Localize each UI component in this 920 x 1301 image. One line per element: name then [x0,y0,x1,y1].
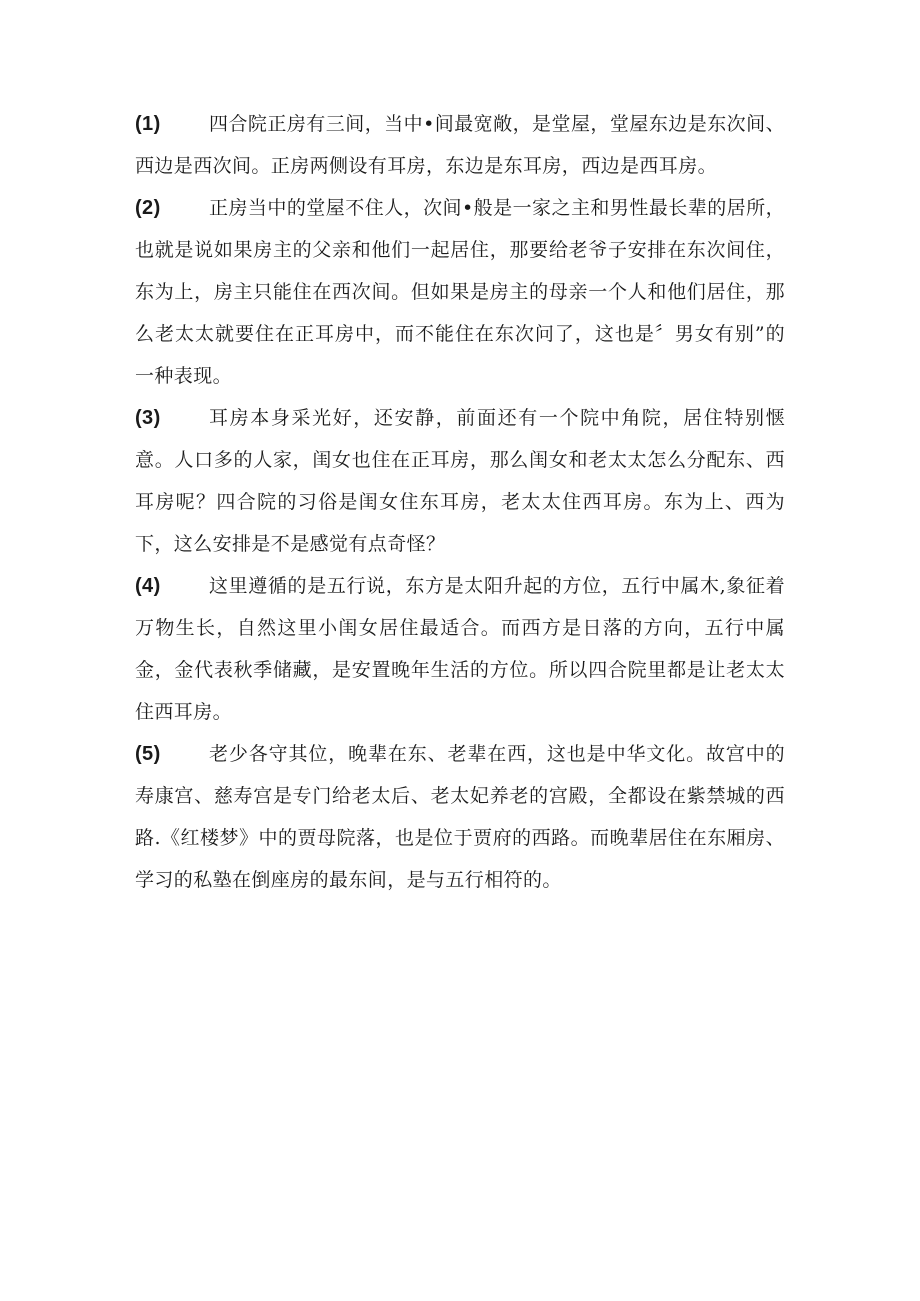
paragraph-1 [135,103,785,187]
paragraph-3 [135,397,785,565]
paragraph-text: 这里遵循的是五行说，东方是太阳升起的方位，五行中属木,象征着万物生长，自然这里小闺女居住最适合。而西方是日落的方向，五行中属金，金代表秋季储藏，是安置晚年生活的方位。所以四合院里都是让老太太住西耳房。 [135,575,785,723]
paragraph-text: 四合院正房有三间，当中•间最宽敞，是堂屋，堂屋东边是东次间、西边是西次间。正房两侧设有耳房，东边是东耳房，西边是西耳房。 [135,113,785,177]
paragraph-number: (2) [135,197,161,219]
paragraph-number: (4) [135,575,161,597]
paragraph-number: (5) [135,743,161,765]
paragraph-5 [135,733,785,901]
paragraph-number: (1) [135,113,161,135]
paragraph-text: 老少各守其位，晚辈在东、老辈在西，这也是中华文化。故宫中的寿康宫、慈寿宫是专门给老太后、老太妃养老的宫殿，全都设在紫禁城的西路.《红楼梦》中的贾母院落，也是位于贾府的西路。而晚辈居住在东厢房、学习的私塾在倒座房的最东间，是与五行相符的。 [135,743,785,891]
paragraph-number: (3) [135,407,161,429]
paragraph-text: 正房当中的堂屋不住人，次间•般是一家之主和男性最长辈的居所，也就是说如果房主的父亲和他们一起居住，那要给老爷子安排在东次间住，东为上，房主只能住在西次间。但如果是房主的母亲一个人和他们居住，那么老太太就要住在正耳房中，而不能住在东次问了，这也是〞男女有别”的一种表现。 [135,197,785,387]
paragraph-4 [135,565,785,733]
paragraph-text: 耳房本身采光好，还安静，前面还有一个院中角院，居住特别惬意。人口多的人家，闺女也住在正耳房，那么闺女和老太太怎么分配东、西耳房呢？四合院的习俗是闺女住东耳房，老太太住西耳房。东为上、西为下，这么安排是不是感觉有点奇怪？ [135,407,785,555]
paragraph-2 [135,187,785,397]
